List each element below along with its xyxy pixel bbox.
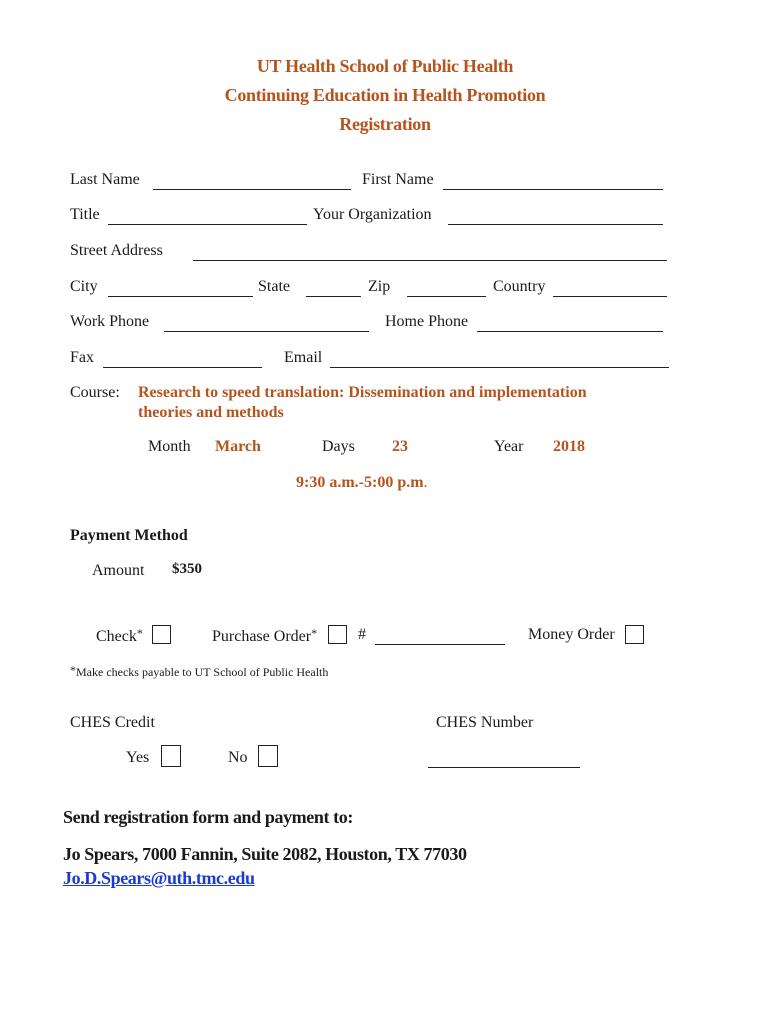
course-title-line2: theories and methods <box>138 404 284 421</box>
organization-label: Your Organization <box>313 206 432 223</box>
send-address: Jo Spears, 7000 Fannin, Suite 2082, Houston, TX 77030 <box>63 844 467 864</box>
send-heading: Send registration form and payment to: <box>63 807 353 827</box>
check-checkbox[interactable] <box>152 625 171 644</box>
month-label: Month <box>148 438 191 455</box>
first-name-label: First Name <box>362 171 434 188</box>
month-value: March <box>215 438 261 455</box>
form-heading-registration: Registration <box>339 114 431 134</box>
ches-yes-label: Yes <box>126 749 150 766</box>
year-value: 2018 <box>553 438 585 455</box>
contact-email-link[interactable]: Jo.D.Spears@uth.tmc.edu <box>63 868 255 888</box>
purchase-order-checkbox[interactable] <box>328 625 347 644</box>
title-label: Title <box>70 206 100 223</box>
home-phone-field[interactable] <box>477 331 663 332</box>
last-name-field[interactable] <box>153 189 351 190</box>
days-value: 23 <box>392 438 408 455</box>
year-label: Year <box>494 438 524 455</box>
state-field[interactable] <box>306 296 361 297</box>
street-address-label: Street Address <box>70 242 163 259</box>
street-address-field[interactable] <box>193 260 667 261</box>
city-label: City <box>70 278 98 295</box>
course-title-line1: Research to speed translation: Dissemination and implementation <box>138 384 587 401</box>
purchase-order-label: Purchase Order* <box>212 626 318 645</box>
ches-yes-checkbox[interactable] <box>161 745 181 767</box>
email-label: Email <box>284 349 323 366</box>
amount-value: $350 <box>172 561 202 577</box>
organization-field[interactable] <box>448 224 663 225</box>
ches-number-label: CHES Number <box>436 714 534 731</box>
form-title: UT Health School of Public Health <box>256 56 514 76</box>
home-phone-label: Home Phone <box>385 313 469 330</box>
country-label: Country <box>493 278 546 295</box>
title-field[interactable] <box>108 224 307 225</box>
last-name-label: Last Name <box>70 171 140 188</box>
po-number-label: # <box>358 626 366 643</box>
state-label: State <box>258 278 290 295</box>
fax-field[interactable] <box>103 367 262 368</box>
ches-no-checkbox[interactable] <box>258 745 278 767</box>
first-name-field[interactable] <box>443 189 663 190</box>
days-label: Days <box>322 438 355 455</box>
email-field[interactable] <box>330 367 669 368</box>
city-field[interactable] <box>108 296 253 297</box>
po-number-field[interactable] <box>375 644 505 645</box>
money-order-checkbox[interactable] <box>625 625 644 644</box>
ches-number-field[interactable] <box>428 767 580 768</box>
course-time: 9:30 a.m.-5:00 p.m. <box>296 474 428 491</box>
fax-label: Fax <box>70 349 94 366</box>
check-label: Check* <box>96 626 143 645</box>
zip-label: Zip <box>368 278 391 295</box>
form-subtitle: Continuing Education in Health Promotion <box>224 85 546 105</box>
zip-field[interactable] <box>407 296 486 297</box>
work-phone-field[interactable] <box>164 331 369 332</box>
ches-credit-label: CHES Credit <box>70 714 155 731</box>
country-field[interactable] <box>553 296 667 297</box>
amount-label: Amount <box>92 562 145 579</box>
money-order-label: Money Order <box>528 626 615 643</box>
work-phone-label: Work Phone <box>70 313 150 330</box>
course-label: Course: <box>70 384 120 401</box>
ches-no-label: No <box>228 749 248 766</box>
checks-payable-note: *Make checks payable to UT School of Public Health <box>70 663 329 679</box>
payment-method-heading: Payment Method <box>70 527 188 544</box>
